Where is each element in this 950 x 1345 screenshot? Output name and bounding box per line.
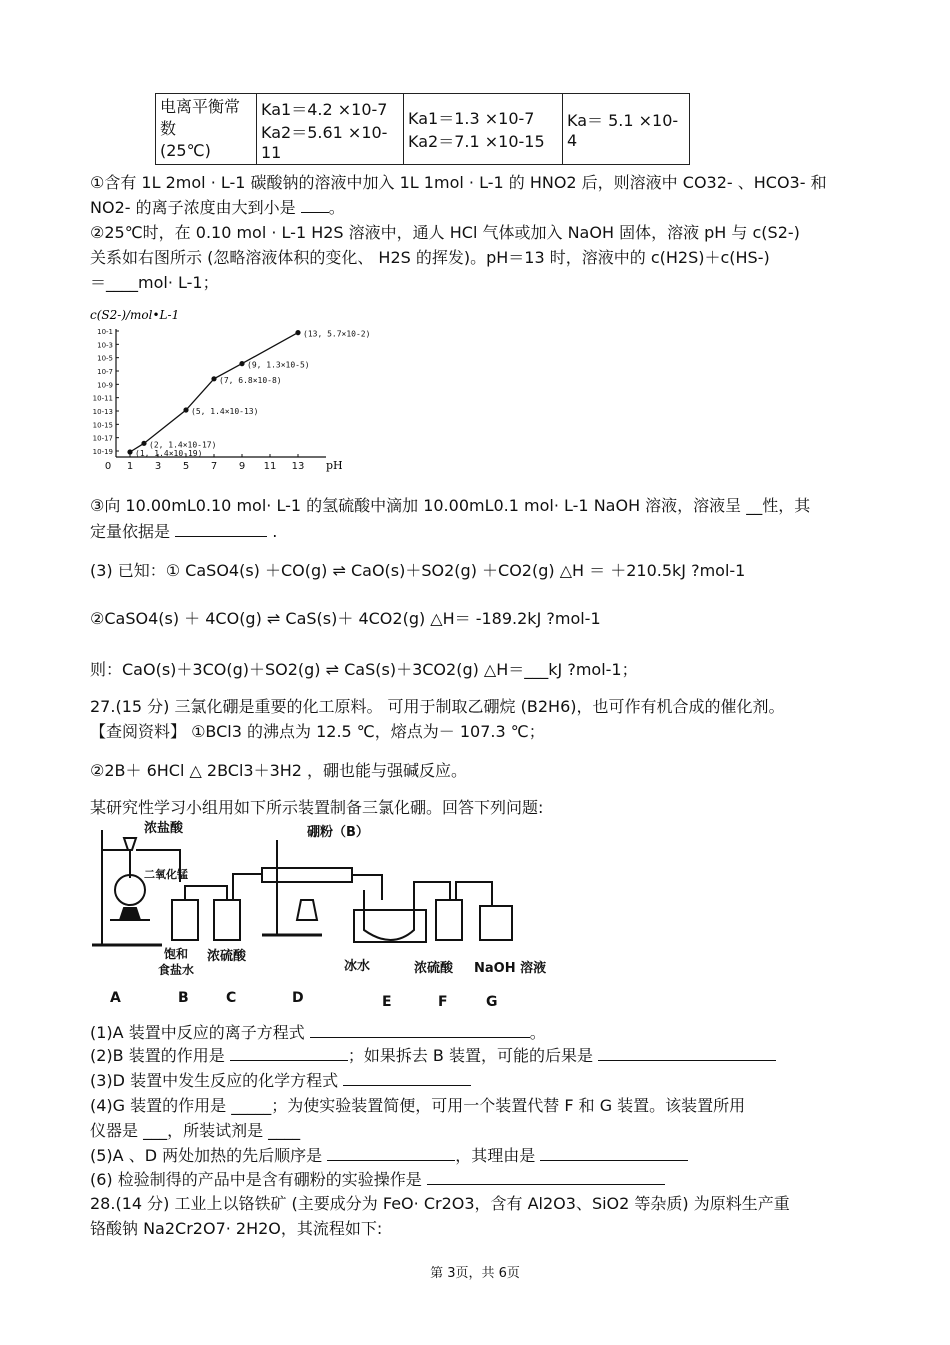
ka2-value: Ka2＝5.61 ×10-11 [261, 122, 388, 162]
question-line [90, 1045, 776, 1067]
row-label-line: 数 [160, 119, 177, 138]
y-tick-label: 10-3 [97, 341, 113, 350]
data-point [211, 376, 216, 381]
data-label: (13, 5.7×10-2) [303, 329, 370, 339]
label-letter-a: A [110, 990, 121, 1006]
round-flask-icon [115, 875, 145, 905]
answer-blank[interactable] [343, 1071, 471, 1086]
reaction-tube-icon [262, 868, 352, 882]
text: ＝____mol· L-1； [90, 273, 219, 292]
question-line [90, 272, 219, 294]
text: 某研究性学习小组用如下所示装置制备三氯化硼。回答下列问题: [90, 798, 544, 817]
question-line [90, 521, 277, 543]
wash-bottle-c-icon [214, 900, 240, 940]
text: 定量依据是 [90, 522, 171, 541]
x-axis-label: pH [326, 459, 343, 472]
text: 28.(14 分) 工业上以铬铁矿 (主要成分为 FeO· Cr2O3，含有 Al2O3、SiO2 等杂质) 为原料生产重 [90, 1194, 790, 1213]
answer-blank[interactable] [301, 198, 329, 213]
label-brine: 饱和 [164, 947, 189, 961]
label-ice-water: 冰水 [344, 959, 371, 974]
data-label: (2, 1.4×10-17) [149, 440, 217, 450]
y-tick-label: 10-7 [97, 368, 113, 376]
label-letter-c: C [226, 990, 237, 1006]
table-row-label [156, 94, 257, 165]
data-point [141, 441, 146, 446]
x-tick-label: 5 [182, 461, 190, 472]
x-tick-label: 1 [126, 461, 134, 472]
answer-blank[interactable] [230, 1046, 348, 1061]
data-label: (1, 1.4×10-19) [135, 449, 203, 458]
table-cell-h2co3 [404, 94, 563, 165]
x-tick-label: 9 [238, 461, 246, 472]
question-line [90, 197, 345, 219]
question-line [90, 495, 810, 517]
connector-tube [185, 886, 227, 900]
text: ①含有 1L 2mol · L-1 碳酸钠的溶液中加入 1L 1mol · L-1 的 HNO2 后，则溶液中 CO32- 、HCO3- 和 [90, 173, 827, 192]
answer-blank[interactable] [540, 1146, 688, 1161]
answer-blank[interactable] [598, 1046, 776, 1061]
y-tick-label: 10-11 [92, 394, 113, 403]
data-label: (5, 1.4×10-13) [191, 407, 259, 416]
question-line [90, 1145, 688, 1167]
equation-line [90, 560, 745, 582]
text: 。 [328, 198, 345, 217]
question-line [90, 1022, 546, 1044]
label-brine: 食盐水 [158, 963, 195, 977]
text: ，其理由是 [455, 1146, 536, 1165]
question-line [90, 721, 545, 743]
x-tick-label: 13 [291, 461, 305, 472]
x-tick-label: 0 [104, 461, 112, 472]
equation-line [90, 608, 601, 630]
page-footer: 第 3页，共 6页 [430, 1266, 520, 1281]
text: (3) 已知：① CaSO4(s) ＋CO(g) ⇌ CaO(s)＋SO2(g) ＋CO2(g) △H ＝ ＋210.5kJ ?mol-1 [90, 561, 746, 580]
text: ；如果拆去 B 装置，可能的后果是 [347, 1046, 593, 1065]
question-line [90, 797, 543, 819]
alcohol-lamp-icon [297, 900, 317, 920]
data-point [183, 407, 188, 412]
answer-blank[interactable] [175, 522, 267, 537]
beaker-g-icon [480, 906, 512, 940]
answer-blank[interactable] [310, 1023, 530, 1038]
text: 【查阅资料】 ①BCl3 的沸点为 12.5 ℃，熔点为－ 107.3 ℃； [90, 722, 545, 741]
text: (1)A 装置中反应的离子方程式 [90, 1023, 305, 1042]
question-line [90, 222, 800, 244]
y-tick-label: 10-9 [97, 381, 113, 390]
dropping-funnel-icon [124, 838, 136, 850]
ka2-value: Ka2＝7.1 ×10-15 [408, 132, 545, 151]
y-tick-label: 10-17 [92, 434, 113, 443]
text: ③向 10.00mL0.10 mol· L-1 的氢硫酸中滴加 10.00mL0.1 mol· L-1 NaOH 溶液，溶液呈 __性，其 [90, 496, 811, 515]
text: 铬酸钠 Na2Cr2O7· 2H2O，其流程如下: [90, 1219, 383, 1238]
y-tick-label: 10-1 [97, 328, 113, 336]
text: 。 [529, 1023, 546, 1042]
u-tube-icon [364, 890, 414, 940]
question-line [90, 1218, 382, 1240]
row-label-line: 电离平衡常 [160, 97, 241, 116]
text: (3)D 装置中发生反应的化学方程式 [90, 1071, 339, 1090]
data-label: (9, 1.3×10-5) [247, 360, 310, 370]
label-letter-g: G [486, 994, 498, 1010]
text: ②CaSO4(s) ＋ 4CO(g) ⇌ CaS(s)＋ 4CO2(g) △H＝ -189.2kJ ?mol-1 [90, 609, 601, 628]
label-conc-h2so4: 浓硫酸 [207, 949, 247, 964]
label-letter-d: D [292, 990, 304, 1006]
connector-tube [352, 875, 382, 900]
text: NO2- 的离子浓度由大到小是 [90, 198, 296, 217]
question-line [90, 1120, 300, 1142]
x-tick-label: 11 [263, 461, 277, 472]
question-line [90, 247, 770, 269]
text: ②2B＋ 6HCl △ 2BCl3＋3H2 ，硼也能与强碱反应。 [90, 761, 468, 780]
label-boron: 硼粉（B） [307, 825, 369, 840]
y-tick-label: 10-15 [92, 421, 113, 430]
y-tick-label: 10-5 [97, 354, 113, 363]
label-mno2: 二氧化锰 [144, 868, 188, 881]
data-label: (7, 6.8×10-8) [219, 375, 282, 385]
question-line [90, 172, 827, 194]
data-point [239, 361, 244, 366]
ka-value: Ka＝ 5.1 ×10-4 [567, 111, 679, 150]
table-cell-h2s [257, 94, 404, 165]
label-letter-f: F [438, 994, 448, 1010]
data-line [130, 333, 298, 452]
question-line [90, 696, 785, 718]
text: (2)B 装置的作用是 [90, 1046, 225, 1065]
data-point [295, 330, 300, 335]
answer-blank[interactable] [327, 1146, 455, 1161]
apparatus-diagram [92, 820, 572, 1015]
x-tick-label: 7 [210, 461, 218, 472]
question-line [90, 1070, 471, 1092]
label-naoh: NaOH 溶液 [474, 961, 547, 976]
x-tick-label: 3 [154, 461, 162, 472]
y-tick-label: 10-19 [92, 448, 113, 456]
text: 27.(15 分) 三氯化硼是重要的化工原料。 可用于制取乙硼烷 (B2H6)，也可作有机合成的催化剂。 [90, 697, 785, 716]
answer-blank[interactable] [427, 1170, 665, 1185]
question-line [90, 760, 467, 782]
ka1-value: Ka1＝1.3 ×10-7 [408, 109, 535, 128]
text: (4)G 装置的作用是 _____；为使实验装置简便，可用一个装置代替 F 和 G 装置。该装置所用 [90, 1096, 746, 1115]
text: ②25℃时，在 0.10 mol · L-1 H2S 溶液中，通人 HCl 气体或加入 NaOH 固体，溶液 pH 与 c(S2-) [90, 223, 800, 242]
question-line [90, 1193, 790, 1215]
label-letter-e: E [382, 994, 392, 1010]
text: 关系如右图所示 (忽略溶液体积的变化、 H2S 的挥发)。pH＝13 时，溶液中的 c(H2S)＋c(HS-) [90, 248, 770, 267]
y-axis-label: c(S2-)/mol•L-1 [90, 308, 180, 322]
text: . [272, 522, 278, 541]
ionization-constant-table [155, 93, 690, 165]
text: (5)A 、D 两处加热的先后顺序是 [90, 1146, 323, 1165]
equation-line [90, 659, 638, 681]
sulfide-ph-chart [90, 305, 370, 480]
burner-flame-icon [120, 908, 140, 920]
y-tick-label: 10-13 [92, 408, 113, 416]
drying-bottle-f-icon [436, 900, 462, 940]
question-line [90, 1169, 665, 1191]
text: 则：CaO(s)＋3CO(g)＋SO2(g) ⇌ CaS(s)＋3CO2(g) △H＝___kJ ?mol-1； [90, 660, 638, 679]
data-point [127, 449, 132, 454]
text: (6) 检验制得的产品中是含有硼粉的实验操作是 [90, 1170, 422, 1189]
text: 仪器是 ___，所装试剂是 ____ [90, 1121, 301, 1140]
table-cell-hno2 [563, 94, 690, 165]
label-letter-b: B [178, 990, 189, 1006]
question-line [90, 1095, 745, 1117]
ka1-value: Ka1＝4.2 ×10-7 [261, 99, 388, 119]
label-conc-hcl: 浓盐酸 [144, 821, 184, 836]
wash-bottle-b-icon [172, 900, 198, 940]
connector-tube [414, 882, 450, 900]
row-label-line: (25℃) [160, 141, 211, 160]
connector-tube [233, 874, 262, 900]
label-conc-h2so4: 浓硫酸 [414, 961, 454, 976]
